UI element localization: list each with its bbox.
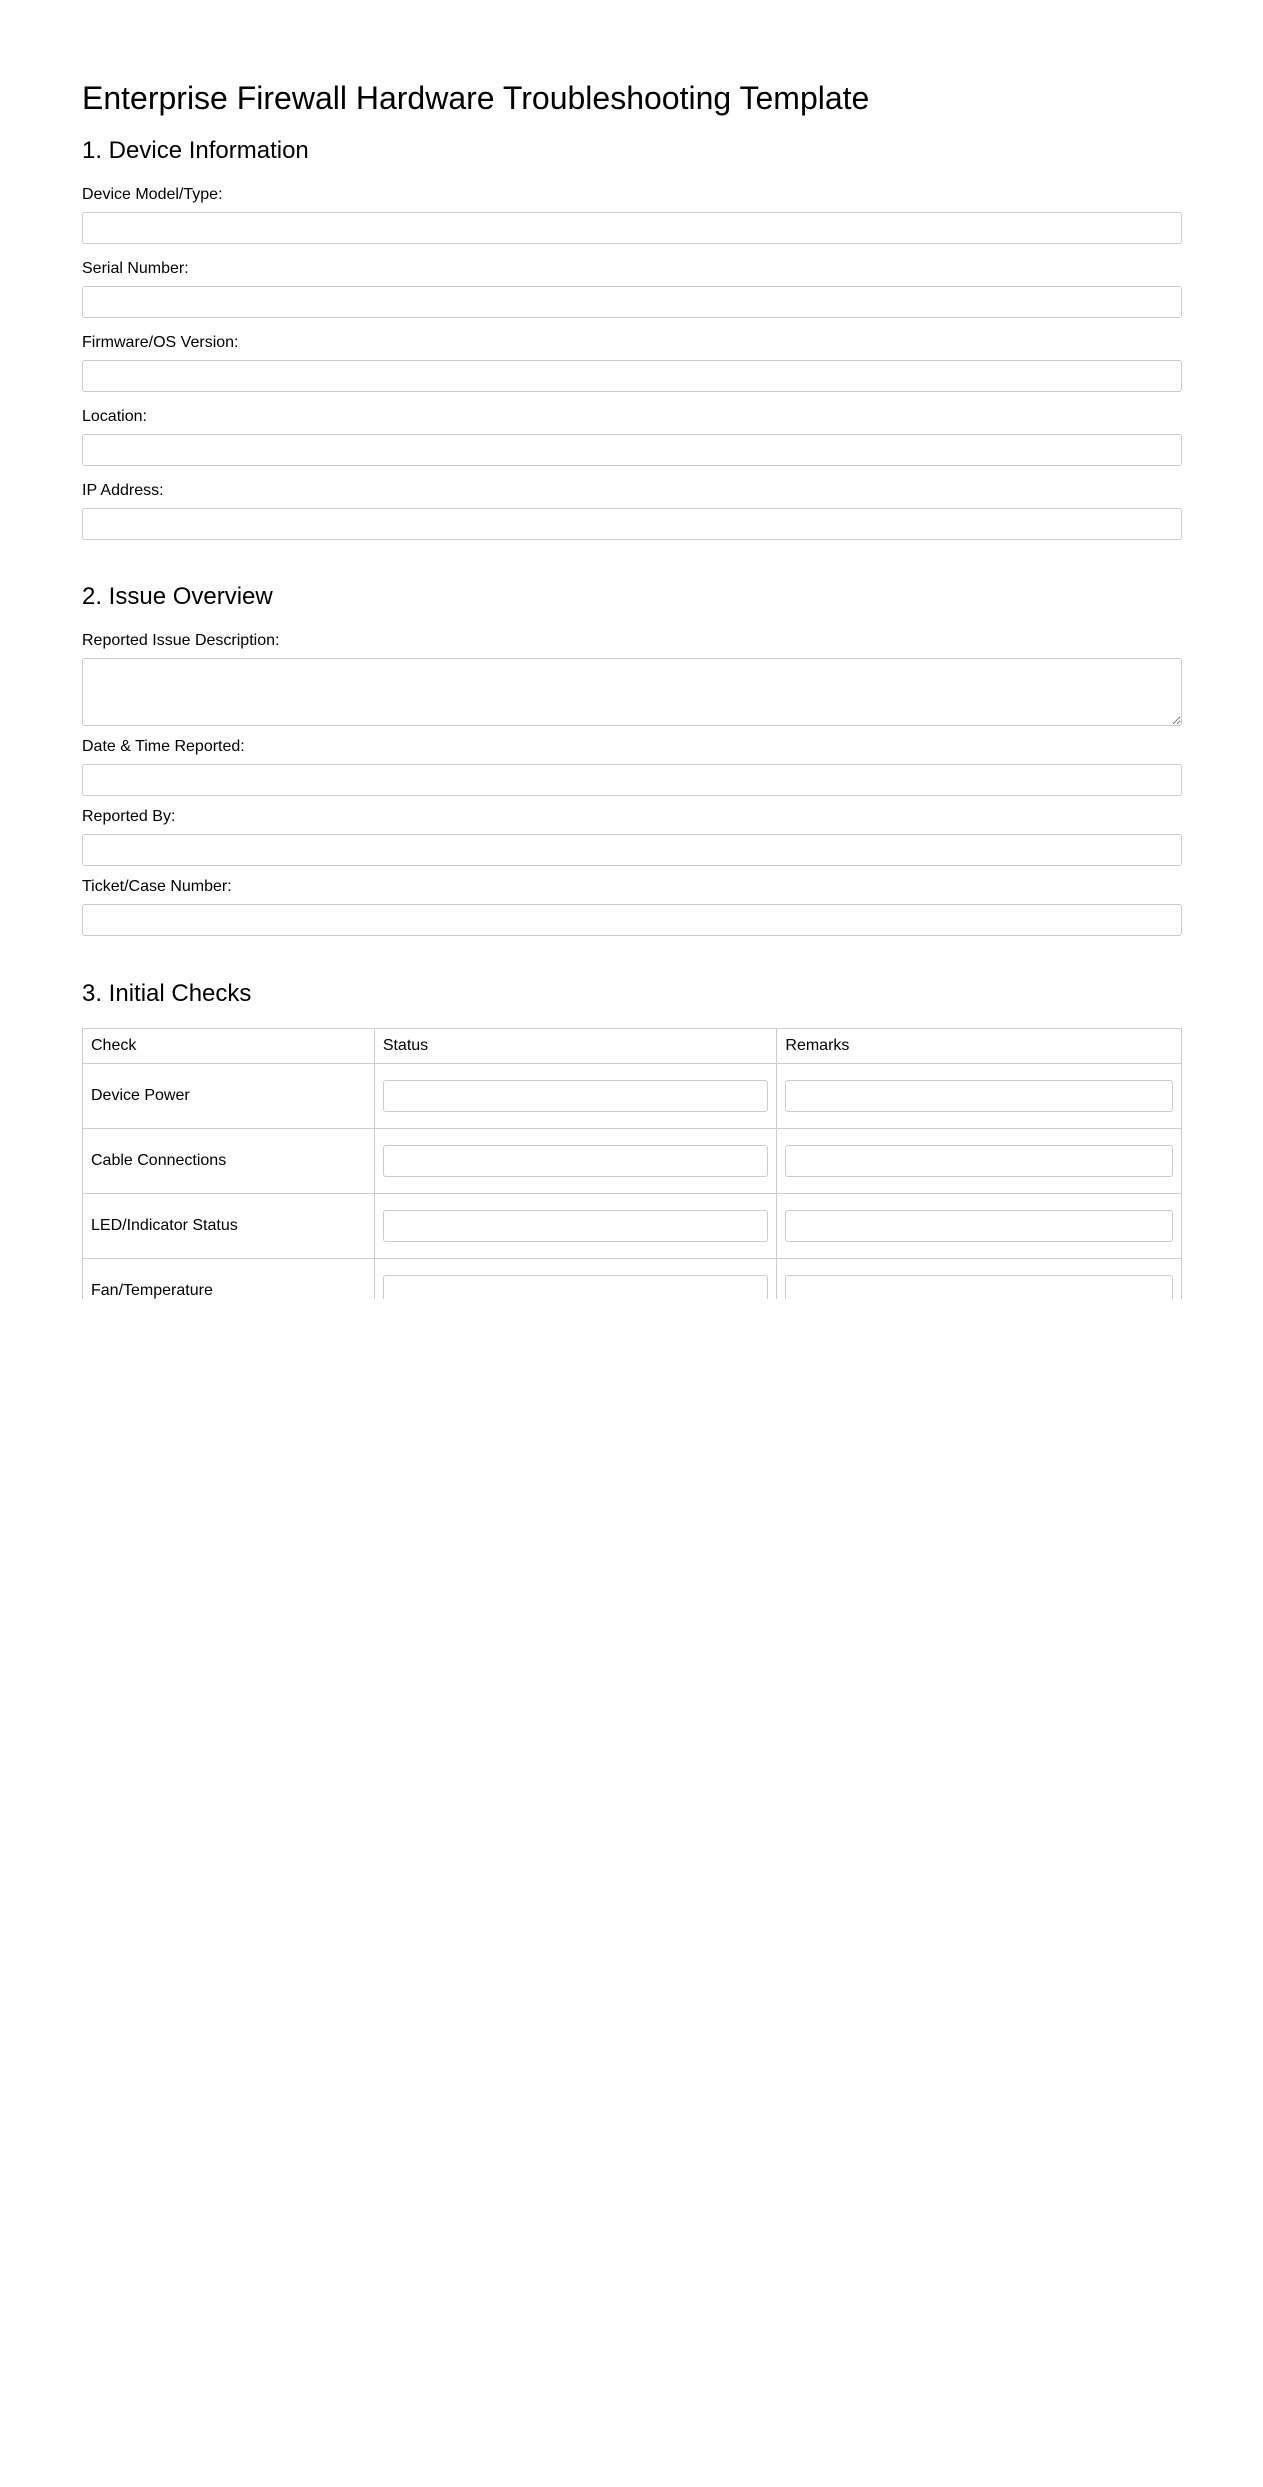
serial-number-input[interactable] — [82, 286, 1182, 318]
check-name-cell: Cable Connections — [83, 1129, 375, 1194]
ip-address-label: IP Address: — [82, 482, 164, 499]
table-row — [83, 1259, 1182, 1300]
serial-number-label: Serial Number: — [82, 260, 189, 277]
check-name-cell: Device Power — [83, 1064, 375, 1129]
status-cell — [374, 1064, 777, 1129]
remarks-cell — [777, 1194, 1182, 1259]
reported-by-input[interactable] — [82, 834, 1182, 866]
table-row — [83, 1129, 1182, 1194]
firmware-version-input[interactable] — [82, 360, 1182, 392]
section-heading-initial-checks: 3. Initial Checks — [82, 980, 252, 1007]
remarks-cell — [777, 1129, 1182, 1194]
cable-connections-status-input[interactable] — [383, 1145, 769, 1177]
column-header-status: Status — [374, 1029, 777, 1064]
check-name-cell: Fan/Temperature — [83, 1259, 375, 1300]
device-model-label: Device Model/Type: — [82, 186, 223, 203]
table-header-row — [83, 1029, 1182, 1064]
remarks-cell — [777, 1259, 1182, 1300]
column-header-remarks: Remarks — [777, 1029, 1182, 1064]
status-cell — [374, 1194, 777, 1259]
status-cell — [374, 1129, 777, 1194]
check-name-cell: LED/Indicator Status — [83, 1194, 375, 1259]
led-indicator-remarks-input[interactable] — [785, 1210, 1173, 1242]
status-cell — [374, 1259, 777, 1300]
device-power-status-input[interactable] — [383, 1080, 769, 1112]
section-heading-issue-overview: 2. Issue Overview — [82, 583, 273, 610]
reported-by-label: Reported By: — [82, 808, 176, 825]
location-input[interactable] — [82, 434, 1182, 466]
ip-address-input[interactable] — [82, 508, 1182, 540]
ticket-number-label: Ticket/Case Number: — [82, 878, 232, 895]
device-power-remarks-input[interactable] — [785, 1080, 1173, 1112]
ticket-number-input[interactable] — [82, 904, 1182, 936]
date-time-reported-label: Date & Time Reported: — [82, 738, 245, 755]
issue-description-textarea[interactable] — [82, 658, 1182, 726]
page-title: Enterprise Firewall Hardware Troubleshooting Template — [82, 80, 870, 116]
led-indicator-status-input[interactable] — [383, 1210, 769, 1242]
fan-temperature-remarks-input[interactable] — [785, 1275, 1173, 1299]
fan-temperature-status-input[interactable] — [383, 1275, 769, 1299]
location-label: Location: — [82, 408, 147, 425]
table-row — [83, 1194, 1182, 1259]
issue-description-label: Reported Issue Description: — [82, 632, 280, 649]
section-heading-device-information: 1. Device Information — [82, 137, 309, 164]
date-time-reported-input[interactable] — [82, 764, 1182, 796]
table-row — [83, 1064, 1182, 1129]
column-header-check: Check — [83, 1029, 375, 1064]
cable-connections-remarks-input[interactable] — [785, 1145, 1173, 1177]
firmware-version-label: Firmware/OS Version: — [82, 334, 239, 351]
device-model-input[interactable] — [82, 212, 1182, 244]
initial-checks-table — [82, 1028, 1182, 1299]
remarks-cell — [777, 1064, 1182, 1129]
